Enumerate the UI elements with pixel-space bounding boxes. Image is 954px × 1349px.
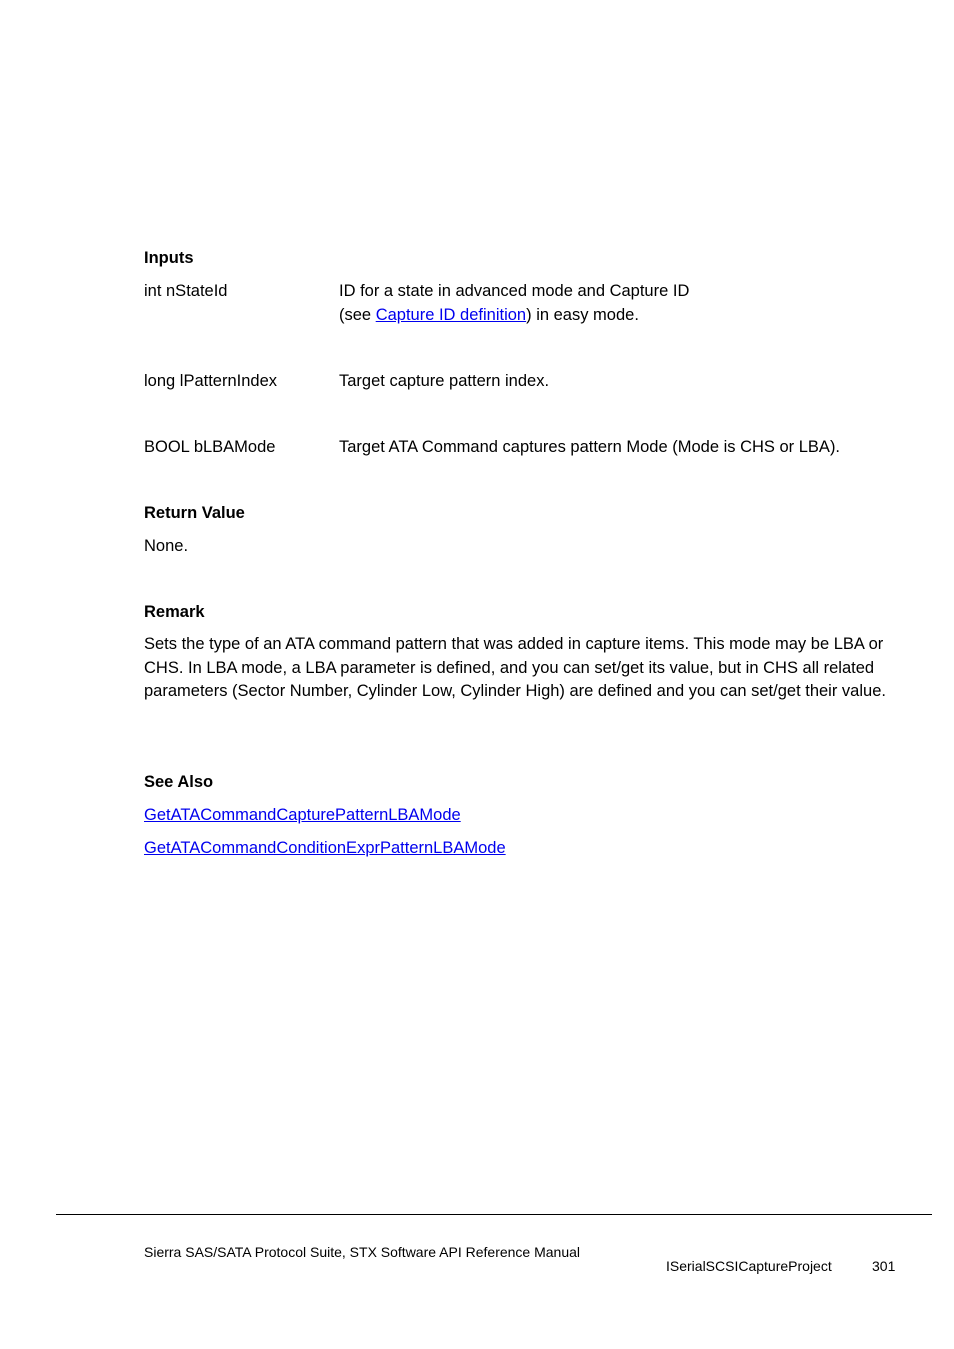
inputs-heading: Inputs: [144, 249, 194, 267]
footer-doc-title: Sierra SAS/SATA Protocol Suite, STX Software API Reference Manual: [144, 1244, 581, 1260]
return-value-text: None.: [144, 537, 189, 555]
param-name-lpatternindex: long lPatternIndex: [144, 372, 278, 390]
footer-page-number: 301: [872, 1258, 896, 1274]
param-desc-suffix: ) in easy mode.: [526, 306, 639, 324]
footer-divider: [56, 1214, 932, 1215]
see-also-heading: See Also: [144, 773, 214, 791]
capture-id-definition-link[interactable]: Capture ID definition: [375, 306, 527, 324]
param-desc-blbamode: Target ATA Command captures pattern Mode (Mode is CHS or LBA).: [339, 438, 841, 456]
param-name-blbamode: BOOL bLBAMode: [144, 438, 276, 456]
param-desc-nstateid-line1: ID for a state in advanced mode and Capture ID: [339, 282, 690, 300]
param-desc-nstateid-line2: [339, 305, 639, 325]
remark-text: Sets the type of an ATA command pattern that was added in capture items. This mode may be LBA or CHS. In LBA mode, a LBA parameter is defined, and you can set/get its value, but in CHS all related parameters (Sector Number, Cylinder Low, Cylinder High) are defined and you can set/get their value.: [144, 635, 886, 701]
footer-section: ISerialSCSICaptureProject: [666, 1258, 832, 1274]
param-name-nstateid: int nStateId: [144, 282, 228, 300]
remark-heading: Remark: [144, 603, 205, 621]
see-also-link-condition-expr[interactable]: GetATACommandConditionExprPatternLBAMode: [144, 839, 506, 857]
see-also-link-capture-pattern[interactable]: GetATACommandCapturePatternLBAMode: [144, 806, 461, 824]
param-desc-prefix: (see: [339, 306, 376, 324]
return-value-heading: Return Value: [144, 504, 245, 522]
param-desc-lpatternindex: Target capture pattern index.: [339, 372, 550, 390]
